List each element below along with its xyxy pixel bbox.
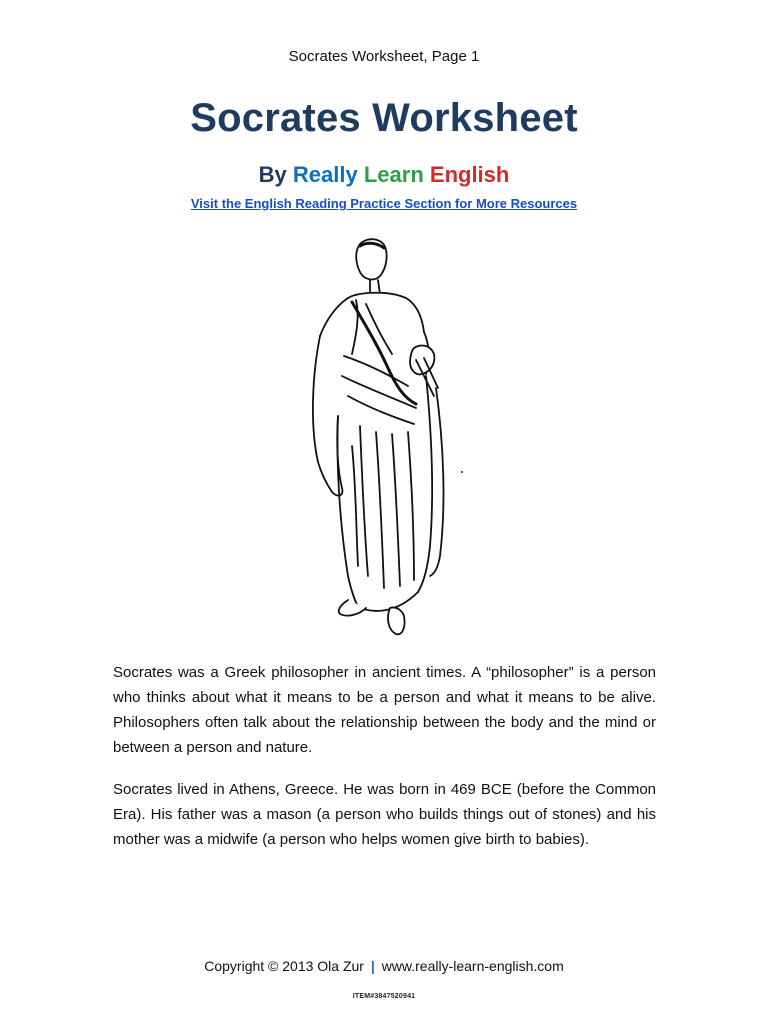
byline	[0, 162, 768, 188]
byline-learn: Learn	[363, 162, 424, 187]
paragraph-intro: Socrates was a Greek philosopher in ancient times. A “philosopher” is a person who thinks about what it means to be a person and what it means to be alive. Philosophers often talk about the relationship between the body and the mind or between a person and nature.	[113, 664, 656, 756]
page-running-header: Socrates Worksheet, Page 1	[288, 48, 480, 65]
paragraph-biography: Socrates lived in Athens, Greece. He was born in 469 BCE (before the Common Era). His father was a mason (a person who builds things out of stones) and his mother was a midwife (a person who helps women give birth to babies).	[113, 781, 656, 848]
byline-by: By	[258, 162, 287, 187]
resources-link[interactable]: Visit the English Reading Practice Section for More Resources	[190, 196, 578, 211]
footer	[0, 958, 768, 974]
copyright-text: Copyright © 2013 Ola Zur	[204, 958, 364, 974]
socrates-figure-icon	[296, 236, 464, 638]
footer-separator: |	[370, 958, 375, 974]
page-title: Socrates Worksheet	[190, 96, 578, 140]
socrates-statue-illustration	[296, 236, 464, 638]
website-text: www.really-learn-english.com	[381, 958, 564, 974]
item-code: ITEM#3847520941	[352, 993, 416, 1000]
byline-really: Really	[292, 162, 358, 187]
byline-english: English	[429, 162, 510, 187]
